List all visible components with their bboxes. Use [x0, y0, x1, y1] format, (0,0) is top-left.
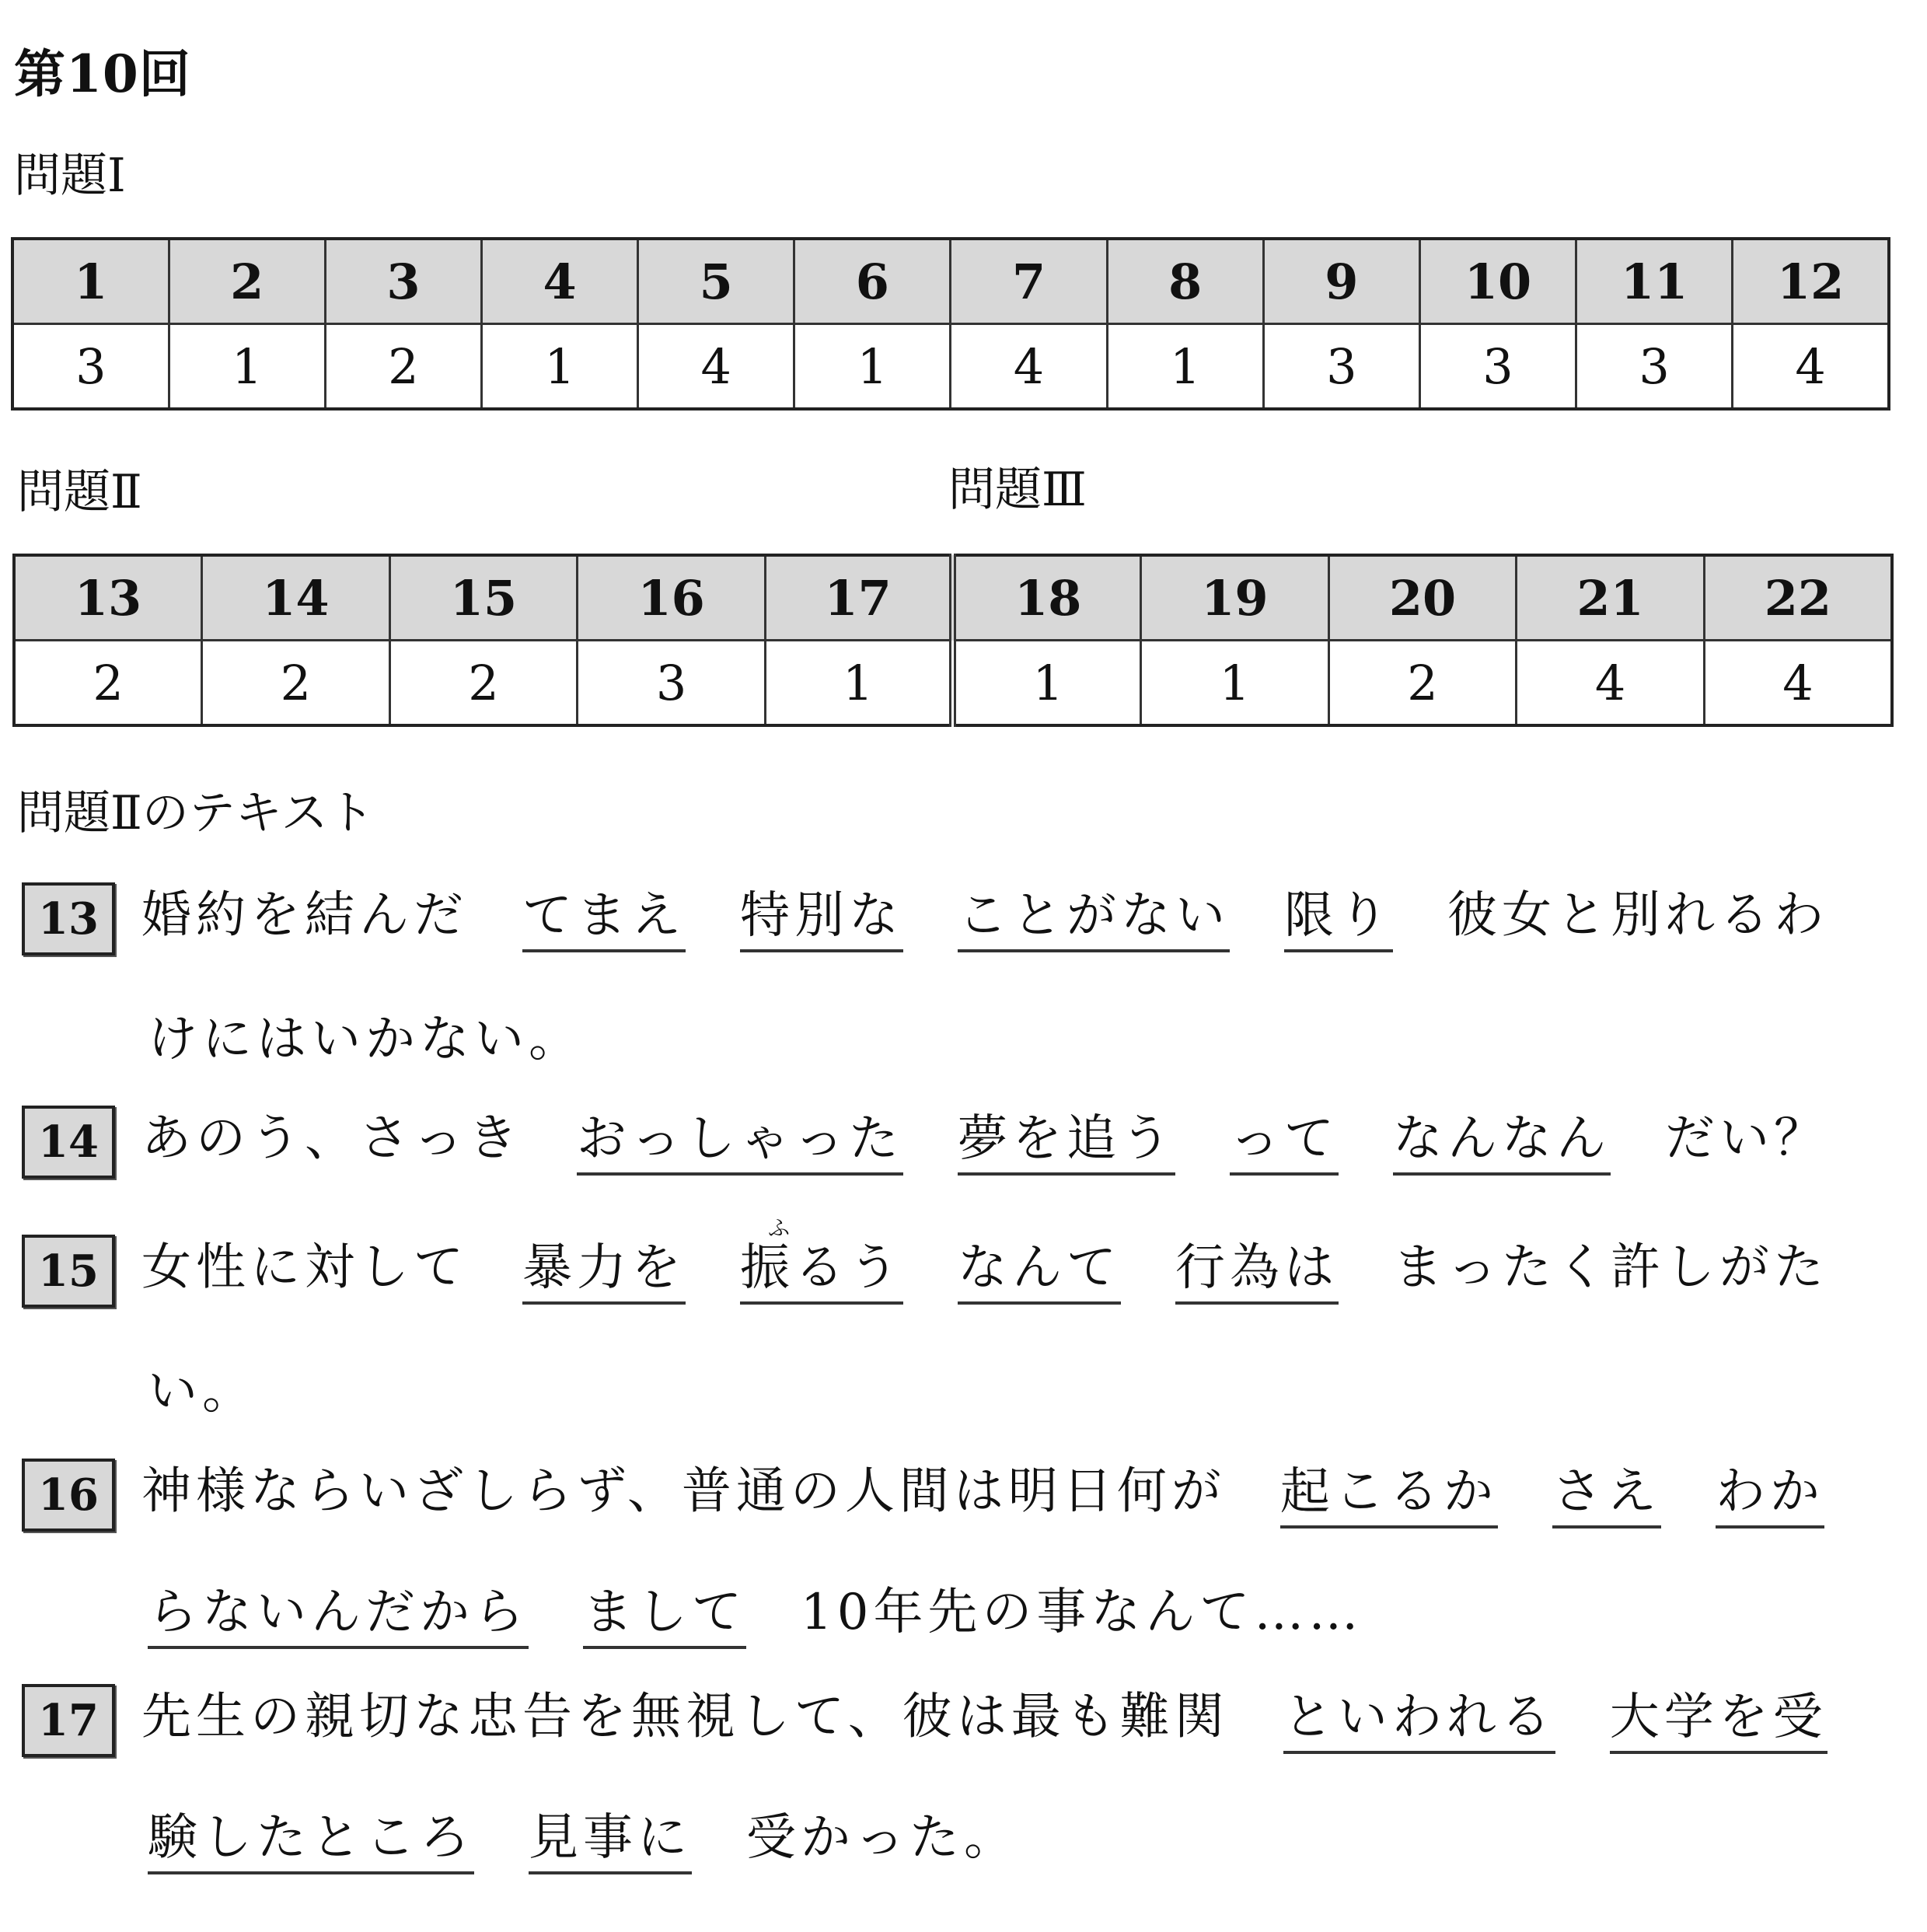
- option-segment: おっしゃった: [577, 1110, 903, 1176]
- option-segment: 夢を追う: [958, 1110, 1175, 1176]
- section-2-label: 問題Ⅱ: [17, 465, 142, 519]
- sentence-segment: けにはいかない。: [148, 1011, 583, 1068]
- answer-number: 5: [638, 239, 794, 324]
- answer-value: 4: [951, 324, 1107, 410]
- option-segment: てまえ: [522, 887, 686, 952]
- answer-value: 3: [1576, 324, 1733, 410]
- question-13-continuation: [148, 999, 583, 1071]
- answer-number: 10: [1419, 239, 1576, 324]
- question-number: 13: [22, 882, 115, 956]
- answer-number: 20: [1328, 555, 1517, 641]
- answer-number: 13: [14, 555, 202, 641]
- option-segment: なんて: [958, 1239, 1121, 1305]
- sentence-segment: だい？: [1665, 1109, 1828, 1168]
- option-segment: 行為は: [1175, 1239, 1339, 1305]
- question-number: 17: [22, 1684, 115, 1757]
- sentence-segment: 彼女と別れるわ: [1447, 886, 1828, 945]
- sentence-segment: あのう、さっき: [141, 1109, 522, 1168]
- option-segment: さえ: [1552, 1463, 1661, 1528]
- option-segment: なんなん: [1393, 1110, 1611, 1176]
- answer-number: 7: [951, 239, 1107, 324]
- option-segment: まして: [583, 1584, 746, 1649]
- answer-value: 2: [389, 641, 578, 726]
- option-segment: わか: [1716, 1463, 1824, 1528]
- answer-value: 1: [765, 641, 953, 726]
- answer-number: 4: [481, 239, 637, 324]
- answer-number: 12: [1733, 239, 1889, 324]
- section-1-label: 問題Ⅰ: [14, 148, 126, 203]
- answer-value: 4: [638, 324, 794, 410]
- option-segment: といわれる: [1283, 1689, 1555, 1754]
- answer-value: 1: [169, 324, 325, 410]
- sentence-segment: 10年先の事なんて……: [801, 1584, 1363, 1641]
- answer-value: 1: [481, 324, 637, 410]
- furigana: ふ: [768, 1215, 791, 1241]
- answer-number: 14: [202, 555, 390, 641]
- sentence-segment: まったく許しがた: [1393, 1239, 1828, 1297]
- answer-table-2-3: [12, 554, 1894, 727]
- answer-value: 1: [1107, 324, 1263, 410]
- answer-number: 6: [794, 239, 951, 324]
- sentence-segment: い。: [148, 1363, 257, 1420]
- page-title: 第10回: [14, 44, 191, 104]
- question-number: 14: [22, 1106, 115, 1179]
- answer-number: 16: [578, 555, 766, 641]
- option-segment: 見事に: [529, 1809, 692, 1874]
- answer-value: 3: [578, 641, 766, 726]
- option-segment: 特別な: [740, 887, 903, 952]
- answer-value: 2: [1328, 641, 1517, 726]
- answer-number: 17: [765, 555, 953, 641]
- answer-value: 2: [202, 641, 390, 726]
- question-14: [22, 1106, 1828, 1179]
- answer-value: 3: [1419, 324, 1576, 410]
- answer-value: 4: [1517, 641, 1705, 726]
- answer-table-1: [11, 237, 1890, 411]
- answer-value: 3: [1263, 324, 1419, 410]
- sentence-segment: 婚約を結んだ: [141, 886, 468, 945]
- option-segment: 限り: [1284, 887, 1393, 952]
- option-segment: 振るう: [740, 1239, 903, 1305]
- sentence-segment: 受かった。: [746, 1809, 1018, 1867]
- answer-number: 1: [12, 239, 169, 324]
- option-segment: 験したところ: [148, 1809, 474, 1874]
- answer-value: 2: [325, 324, 481, 410]
- answer-value: 2: [14, 641, 202, 726]
- answer-value: 4: [1733, 324, 1889, 410]
- answer-number: 8: [1107, 239, 1263, 324]
- answer-value: 1: [794, 324, 951, 410]
- option-segment: 起こるか: [1280, 1463, 1498, 1528]
- answer-value: 1: [1141, 641, 1329, 726]
- option-segment: ことがない: [958, 887, 1230, 952]
- question-15-continuation: [148, 1351, 257, 1423]
- question-15: [22, 1235, 1828, 1308]
- answer-number: 3: [325, 239, 481, 324]
- question-13: [22, 882, 1828, 956]
- answer-number: 18: [953, 555, 1141, 641]
- question-number: 16: [22, 1459, 115, 1532]
- answer-number: 15: [389, 555, 578, 641]
- question-16-continuation: [148, 1572, 1363, 1644]
- answer-number: 2: [169, 239, 325, 324]
- section-3-label: 問題Ⅲ: [948, 463, 1087, 517]
- text-section-label: 問題Ⅱのテキスト: [17, 786, 375, 840]
- answer-value: 1: [953, 641, 1141, 726]
- sentence-segment: 女性に対して: [141, 1239, 468, 1297]
- answer-number: 11: [1576, 239, 1733, 324]
- question-number: 15: [22, 1235, 115, 1308]
- answer-number: 9: [1263, 239, 1419, 324]
- option-segment: 大学を受: [1610, 1689, 1828, 1754]
- sentence-segment: 神様ならいざしらず、普通の人間は明日何が: [141, 1462, 1226, 1521]
- answer-value: 4: [1704, 641, 1892, 726]
- option-segment: らないんだから: [148, 1584, 529, 1649]
- question-17: [22, 1684, 1828, 1757]
- answer-number: 21: [1517, 555, 1705, 641]
- answer-value: 3: [12, 324, 169, 410]
- answer-number: 22: [1704, 555, 1892, 641]
- answer-number: 19: [1141, 555, 1329, 641]
- question-17-continuation: [148, 1797, 1018, 1869]
- question-16: [22, 1459, 1824, 1532]
- sentence-segment: 先生の親切な忠告を無視して、彼は最も難関: [141, 1688, 1229, 1746]
- option-segment: って: [1230, 1110, 1339, 1176]
- option-segment: 暴力を: [522, 1239, 686, 1305]
